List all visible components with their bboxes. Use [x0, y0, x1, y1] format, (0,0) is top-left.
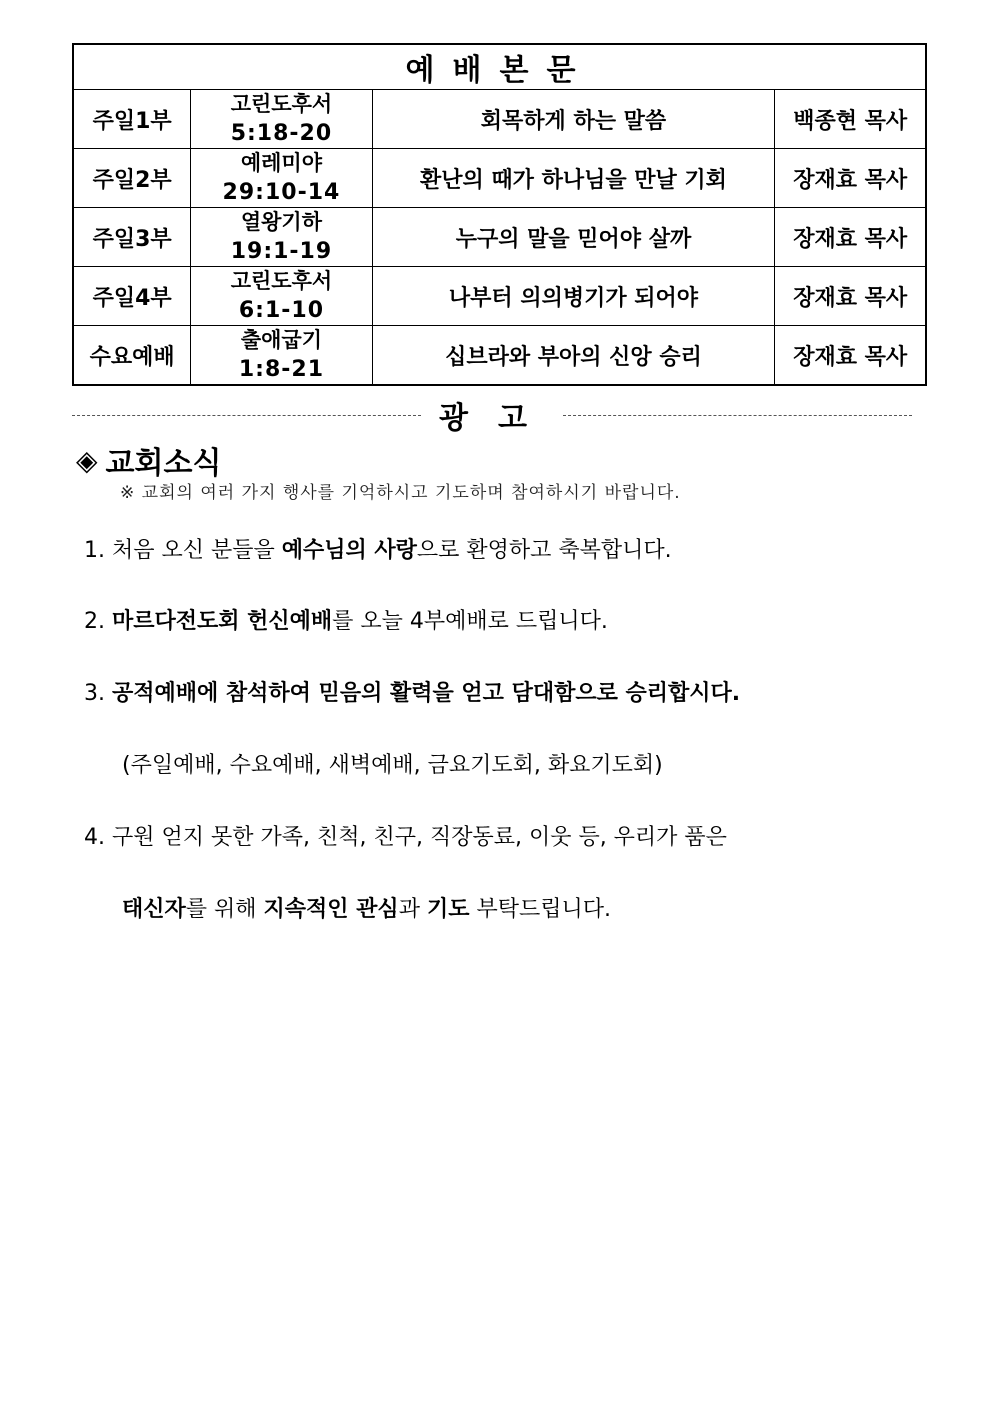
scripture-book: 열왕기하	[240, 210, 323, 234]
item-text: 3.	[84, 681, 112, 706]
item-text: 과	[398, 897, 427, 922]
scripture-passage	[191, 326, 372, 386]
scripture-verse: 5:18-20	[230, 121, 333, 146]
item-emphasis: 태신자	[122, 897, 186, 922]
item-emphasis: 공적예배에 참석하여 믿음의 활력을 얻고 담대함으로 승리합시다.	[111, 681, 741, 706]
scripture-book: 출애굽기	[240, 328, 323, 352]
preacher-name: 장재효 목사	[775, 149, 926, 208]
scripture-verse: 6:1-10	[238, 298, 325, 323]
service-name: 주일2부	[73, 149, 191, 208]
table-row	[73, 90, 926, 149]
scripture-book: 고린도후서	[230, 92, 333, 116]
announcement-item-2	[84, 604, 608, 635]
scripture-passage	[191, 90, 372, 149]
church-news-title: 교회소식	[105, 446, 222, 481]
announcement-item-4-continued	[122, 892, 611, 923]
service-name: 수요예배	[73, 326, 191, 386]
announcements-heading	[72, 398, 912, 436]
table-row	[73, 208, 926, 267]
table-row	[73, 326, 926, 386]
sermon-title: 나부터 의의병기가 되어야	[372, 267, 775, 326]
item-emphasis: 지속적인 관심	[263, 897, 399, 922]
church-news-subtitle: ※ 교회의 여러 가지 행사를 기억하시고 기도하며 참여하시기 바랍니다.	[120, 483, 681, 503]
sermon-title: 환난의 때가 하나님을 만날 기회	[372, 149, 775, 208]
scripture-verse: 19:1-19	[230, 239, 333, 264]
table-row	[73, 149, 926, 208]
announcement-item-1	[84, 533, 672, 564]
church-news-heading	[76, 438, 221, 482]
scripture-book: 예레미야	[240, 151, 323, 175]
item-text: 으로 환영하고 축복합니다.	[416, 538, 672, 563]
announcements-title: 광고	[439, 401, 557, 436]
item-text: 1. 처음 오신 분들을	[84, 538, 282, 563]
scripture-verse: 1:8-21	[238, 357, 325, 382]
item-emphasis: 예수님의 사랑	[281, 538, 417, 563]
preacher-name: 장재효 목사	[775, 208, 926, 267]
dashed-divider	[563, 415, 912, 416]
item-text: 를 위해	[185, 897, 264, 922]
announcement-item-3-detail: (주일예배, 수요예배, 새벽예배, 금요기도회, 화요기도회)	[122, 753, 663, 778]
item-emphasis: 기도	[426, 897, 470, 922]
table-row	[73, 267, 926, 326]
service-name: 주일1부	[73, 90, 191, 149]
sermon-table	[72, 43, 927, 386]
service-name: 주일3부	[73, 208, 191, 267]
item-text: 2.	[84, 609, 112, 634]
announcement-item-3	[84, 676, 740, 707]
table-header: 예배본문	[73, 44, 926, 90]
sermon-title: 누구의 말을 믿어야 살까	[372, 208, 775, 267]
scripture-passage	[191, 149, 372, 208]
scripture-passage	[191, 208, 372, 267]
preacher-name: 백종현 목사	[775, 90, 926, 149]
scripture-verse: 29:10-14	[222, 180, 341, 205]
sermon-title: 회목하게 하는 말씀	[372, 90, 775, 149]
announcement-item-4: 4. 구원 얻지 못한 가족, 친척, 친구, 직장동료, 이웃 등, 우리가 품은	[84, 825, 727, 850]
preacher-name: 장재효 목사	[775, 267, 926, 326]
scripture-passage	[191, 267, 372, 326]
service-name: 주일4부	[73, 267, 191, 326]
dashed-divider	[72, 415, 421, 416]
diamond-icon: ◈	[76, 443, 98, 477]
sermon-title: 십브라와 부아의 신앙 승리	[372, 326, 775, 386]
item-text: 를 오늘 4부예배로 드립니다.	[332, 609, 608, 634]
item-text: 부탁드립니다.	[469, 897, 611, 922]
preacher-name: 장재효 목사	[775, 326, 926, 386]
scripture-book: 고린도후서	[230, 269, 333, 293]
item-emphasis: 마르다전도회 헌신예배	[111, 609, 333, 634]
